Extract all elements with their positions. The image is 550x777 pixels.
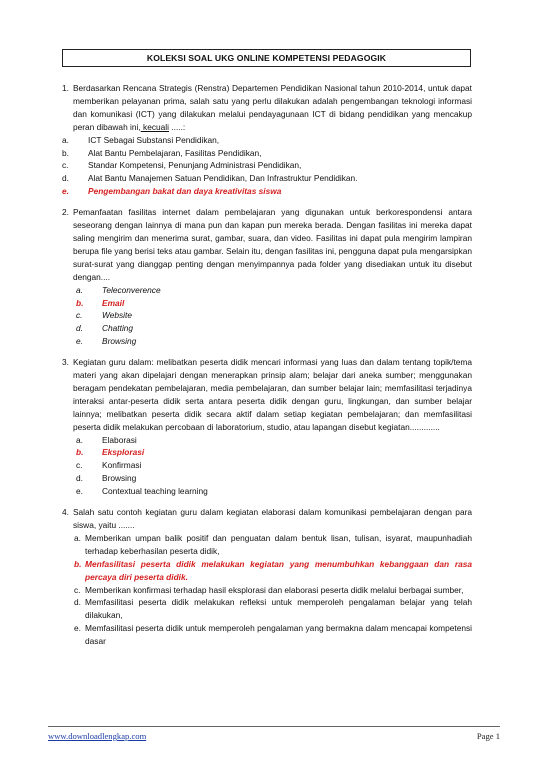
options-3 xyxy=(62,434,472,499)
question-3 xyxy=(62,356,472,433)
question-number: 3. xyxy=(62,357,69,368)
option-e: e. Contextual teaching learning xyxy=(76,486,208,497)
footer-divider xyxy=(48,726,500,727)
option-a: a. Memberikan umpan balik positif dan penguatan dalam bentuk lisan, tulisan, isyarat, maupunhadiah terhadap keberhasilan peserta didik, xyxy=(74,532,472,556)
option-e-answer: e. Pengembangan bakat dan daya kreativitas siswa xyxy=(62,186,282,197)
option-c: c. Konfirmasi xyxy=(76,460,142,471)
option-c: c. Website xyxy=(76,310,132,321)
emphasis-kecuali: kecuali xyxy=(140,121,169,132)
footer-website-link[interactable]: www.downloadlengkap.com xyxy=(48,731,147,741)
question-text: Pemanfaatan fasilitas internet dalam pembelajaran yang digunakan untuk berkorespondensi antara seseorang dengan lainnya di mana pun dan kapan pun mereka berada. Dengan fasilitas ini mereka dapat saling mengirim dan menerima surat, gambar, suara, dan video. Fasilitas ini dapat pula mengirim lampiran berupa file yang berisi teks atau gambar. Selain itu, dengan fasilitas ini, pengguna dapat pula mengarsipkan surat-surat yang dianggap penting dengan menyimpannya pada folder yang disediakan untuk itu disebut dengan.... xyxy=(72,207,472,282)
option-c: c. Memberikan konfirmasi terhadap hasil eksplorasi dan elaborasi peserta didik melalui berbagai sumber, xyxy=(74,584,464,595)
question-number: 2. xyxy=(62,207,69,218)
page-number: Page 1 xyxy=(476,731,500,741)
question-1 xyxy=(62,82,472,134)
option-d: d. Browsing xyxy=(76,473,137,484)
question-number: 4. xyxy=(62,507,69,518)
option-d: d. Chatting xyxy=(76,323,134,334)
option-a: a. Teleconverence xyxy=(76,284,161,295)
title-text: KOLEKSI SOAL UKG ONLINE KOMPETENSI PEDAGOGIK xyxy=(146,53,387,63)
question-2 xyxy=(62,206,472,283)
question-number: 1. xyxy=(62,83,69,93)
option-b-answer: b. Eksplorasi xyxy=(76,447,145,458)
option-e: e. Browsing xyxy=(76,336,137,347)
option-d: d. Alat Bantu Manajemen Satuan Pendidikan, Dan Infrastruktur Pendidikan. xyxy=(62,173,358,184)
document-title xyxy=(62,49,471,67)
option-b: b. Alat Bantu Pembelajaran, Fasilitas Pendidikan, xyxy=(62,147,262,158)
option-d: d. Memfasilitasi peserta didik melakukan refleksi untuk memperoleh pengalaman belajar yang telah dilakukan, xyxy=(74,597,472,621)
option-b-answer: b. Email xyxy=(76,297,125,308)
question-text: Kegiatan guru dalam: melibatkan peserta didik mencari informasi yang luas dan dalam tentang topik/tema materi yang akan dipelajari dengan menerapkan prinsip alam; belajar dari aneka sumber; menggunakan beragam pendekatan pembelajaran, media pembelajaran, dan sumber belajar lain; memfasilitasi terjadinya interaksi antar-peserta didik serta antara peserta didik dengan guru, lingkungan, dan sumber belajar lainnya; melibatkan peserta didik secara aktif dalam setiap kegiatan pembelajaran; dan memfasilitasi peserta didik melakukan percobaan di laboratorium, studio, atau lapangan disebut kegiatan............. xyxy=(72,357,472,432)
options-2 xyxy=(62,284,472,349)
options-1 xyxy=(62,134,472,199)
question-text: Berdasarkan Rencana Strategis (Renstra) Departemen Pendidikan Nasional tahun 2010-2014, untuk dapat memberikan pelayanan prima, salah satu yang perlu dilakukan adalah pengembangan teknologi informasi dan komunikasi (ICT) yang dilakukan melalui pendayagunaan ICT di bidang pendidikan yang mencakup peran dibawah ini, kecuali .....: xyxy=(72,83,472,132)
option-e: e. Memfasilitasi peserta didik untuk memperoleh pengalaman yang bermakna dalam mencapai kompetensi dasar xyxy=(74,623,472,647)
question-list xyxy=(62,82,472,648)
question-4 xyxy=(62,506,472,532)
question-text: Salah satu contoh kegiatan guru dalam kegiatan elaborasi dalam komunikasi pembelajaran dengan para siswa, yaitu ....... xyxy=(72,507,472,530)
option-b-answer: b. Menfasilitasi peserta didik melakukan kegiatan yang menumbuhkan kebanggaan dan rasa percaya diri peserta didik. xyxy=(74,558,472,582)
option-a: a. Elaborasi xyxy=(76,434,137,445)
options-4 xyxy=(62,532,472,648)
option-c: c. Standar Kompetensi, Penunjang Administrasi Pendidikan, xyxy=(62,160,302,171)
option-a: a. ICT Sebagai Substansi Pendidikan, xyxy=(62,134,220,145)
